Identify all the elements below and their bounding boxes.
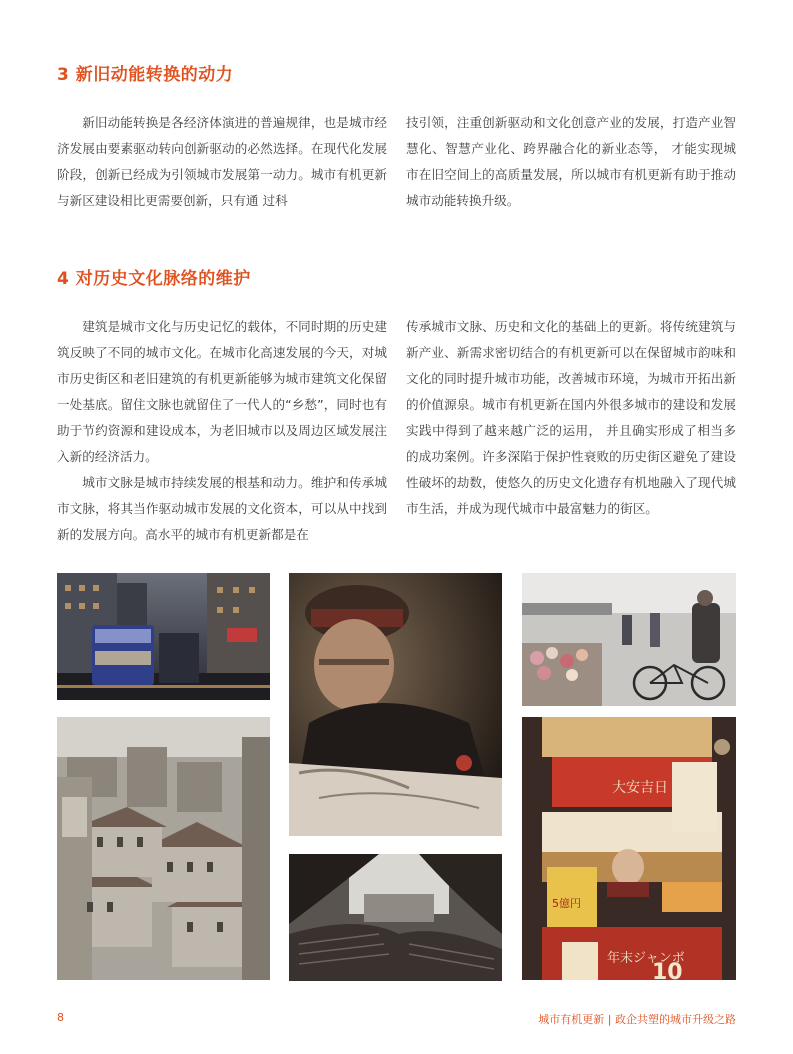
footer-title: 城市有机更新 | 政企共塑的城市升级之路 <box>538 1013 736 1026</box>
section-4-heading: 4 对历史文化脉络的维护 <box>57 269 251 289</box>
stall-banner-text: 年末ジャンボ <box>607 951 685 966</box>
market-bicycle-photo <box>522 573 736 706</box>
stall-sign-text: 大安吉日 <box>612 780 668 796</box>
elderly-man-portrait-photo <box>289 573 502 836</box>
stall-number-text: 10 <box>652 960 683 980</box>
section-3-heading: 3 新旧动能转换的动力 <box>57 65 234 85</box>
traditional-eaves-photo <box>289 854 502 981</box>
paragraph: 技引领，注重创新驱动和文化创意产业的发展，打造产业智慧化、智慧产业化、跨界融合化的新业态等， 才能实现城市在旧空间上的高质量发展，所以城市有机更新有助于推动城市动能转换升级。 <box>406 115 736 208</box>
paragraph: 建筑是城市文化与历史记忆的载体，不同时期的历史建筑反映了不同的城市文化。在城市化高速发展的今天，对城市历史街区和老旧建筑的有机更新能够为城市建筑文化保留一处基底。留住文脉也就留住了一代人的“乡愁”，同时也有助于节约资源和建设成本，为老旧城市以及周边区域发展注入新的经济活力。 <box>57 319 387 464</box>
japanese-shop-stall-photo <box>522 717 736 980</box>
old-town-rooftops-photo <box>57 717 270 980</box>
section-4-right-column <box>406 314 736 522</box>
section-3-left-column <box>57 110 387 214</box>
paragraph: 传承城市文脉、历史和文化的基础上的更新。将传统建筑与新产业、新需求密切结合的有机更新可以在保留城市韵味和文化的同时提升城市功能，改善城市环境，为城市开拓出新的价值源泉。城市有机更新在国内外很多城市的建设和发展实践中得到了越来越广泛的运用， 并且确实形成了相当多的成功案例。许多深陷于保护性衰败的历史街区避免了建设性破坏的劫数，使悠久的历史文化遗存有机地融入了现代城市生活，并成为现代城市中最富魅力的街区。 <box>406 319 736 516</box>
section-4-left-column <box>57 314 387 548</box>
tram-street-night-photo <box>57 573 270 700</box>
section-3-right-column <box>406 110 736 214</box>
paragraph: 城市文脉是城市持续发展的根基和动力。维护和传承城市文脉，将其当作驱动城市发展的文化资本，可以从中找到新的发展方向。高水平的城市有机更新都是在 <box>57 475 387 542</box>
paragraph: 新旧动能转换是各经济体演进的普遍规律，也是城市经济发展由要素驱动转向创新驱动的必然选择。在现代化发展阶段，创新已经成为引领城市发展第一动力。城市有机更新与新区建设相比更需要创新，只有通 过科 <box>57 115 387 208</box>
page-number: 8 <box>57 1011 64 1024</box>
stall-price-text: 5億円 <box>552 897 581 910</box>
